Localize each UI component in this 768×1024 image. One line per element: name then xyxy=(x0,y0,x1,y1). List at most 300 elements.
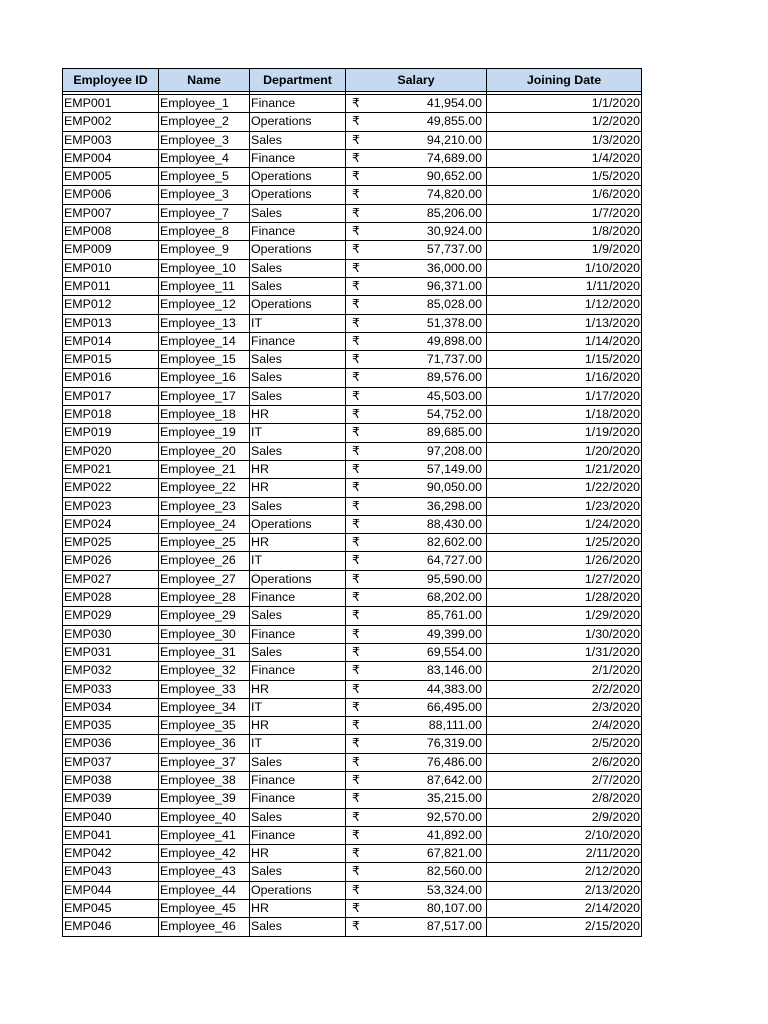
cell-salary[interactable] xyxy=(346,881,487,899)
cell-employee-id[interactable]: EMP025 xyxy=(63,534,159,552)
table-row xyxy=(63,259,642,277)
table-row xyxy=(63,589,642,607)
cell-employee-id[interactable]: EMP002 xyxy=(63,113,159,131)
currency-symbol: ₹ xyxy=(352,352,360,367)
cell-employee-id[interactable]: EMP027 xyxy=(63,570,159,588)
cell-salary[interactable] xyxy=(346,808,487,826)
cell-joining-date[interactable]: 2/9/2020 xyxy=(487,808,642,826)
currency-symbol: ₹ xyxy=(352,407,360,422)
cell-department[interactable]: Operations xyxy=(250,241,346,259)
cell-salary[interactable] xyxy=(346,204,487,222)
cell-employee-id[interactable]: EMP040 xyxy=(63,808,159,826)
cell-department[interactable]: Operations xyxy=(250,881,346,899)
cell-department[interactable]: Sales xyxy=(250,918,346,936)
cell-department[interactable]: Sales xyxy=(250,259,346,277)
cell-employee-id[interactable]: EMP007 xyxy=(63,204,159,222)
cell-department[interactable]: Sales xyxy=(250,204,346,222)
cell-department[interactable]: Operations xyxy=(250,186,346,204)
salary-amount: 83,146.00 xyxy=(426,663,482,678)
cell-joining-date[interactable]: 1/11/2020 xyxy=(487,277,642,295)
cell-department[interactable]: Operations xyxy=(250,515,346,533)
cell-joining-date[interactable]: 2/7/2020 xyxy=(487,771,642,789)
currency-symbol: ₹ xyxy=(352,827,360,842)
cell-joining-date[interactable]: 2/8/2020 xyxy=(487,790,642,808)
cell-name[interactable]: Employee_22 xyxy=(159,479,250,497)
cell-employee-id[interactable]: EMP006 xyxy=(63,186,159,204)
cell-salary[interactable] xyxy=(346,168,487,186)
currency-symbol: ₹ xyxy=(352,809,360,824)
header-joining-date[interactable]: Joining Date xyxy=(487,69,642,92)
cell-salary[interactable] xyxy=(346,698,487,716)
table-row xyxy=(63,296,642,314)
currency-symbol: ₹ xyxy=(352,901,360,916)
cell-name[interactable]: Employee_3 xyxy=(159,186,250,204)
currency-symbol: ₹ xyxy=(352,919,360,934)
cell-name[interactable]: Employee_43 xyxy=(159,863,250,881)
cell-employee-id[interactable]: EMP033 xyxy=(63,680,159,698)
cell-joining-date[interactable]: 1/15/2020 xyxy=(487,351,642,369)
cell-department[interactable]: Operations xyxy=(250,296,346,314)
cell-department[interactable]: Sales xyxy=(250,808,346,826)
cell-salary[interactable] xyxy=(346,753,487,771)
cell-joining-date[interactable]: 2/6/2020 xyxy=(487,753,642,771)
cell-employee-id[interactable]: EMP045 xyxy=(63,900,159,918)
cell-salary[interactable] xyxy=(346,790,487,808)
cell-salary[interactable] xyxy=(346,332,487,350)
cell-salary[interactable] xyxy=(346,149,487,167)
cell-employee-id[interactable]: EMP019 xyxy=(63,424,159,442)
table-row xyxy=(63,900,642,918)
currency-symbol: ₹ xyxy=(352,260,360,275)
cell-employee-id[interactable]: EMP018 xyxy=(63,406,159,424)
cell-salary[interactable] xyxy=(346,735,487,753)
cell-salary[interactable] xyxy=(346,442,487,460)
cell-employee-id[interactable]: EMP003 xyxy=(63,131,159,149)
cell-employee-id[interactable]: EMP009 xyxy=(63,241,159,259)
table-row xyxy=(63,881,642,899)
cell-joining-date[interactable]: 2/12/2020 xyxy=(487,863,642,881)
cell-employee-id[interactable]: EMP046 xyxy=(63,918,159,936)
cell-employee-id[interactable]: EMP030 xyxy=(63,625,159,643)
cell-employee-id[interactable]: EMP029 xyxy=(63,607,159,625)
currency-symbol: ₹ xyxy=(352,754,360,769)
cell-salary[interactable] xyxy=(346,845,487,863)
table-row xyxy=(63,771,642,789)
cell-department[interactable]: Sales xyxy=(250,863,346,881)
salary-amount: 71,737.00 xyxy=(426,352,482,367)
table-row xyxy=(63,369,642,387)
cell-joining-date[interactable]: 1/23/2020 xyxy=(487,497,642,515)
cell-employee-id[interactable]: EMP012 xyxy=(63,296,159,314)
cell-department[interactable]: HR xyxy=(250,900,346,918)
cell-salary[interactable] xyxy=(346,863,487,881)
header-salary[interactable]: Salary xyxy=(346,69,487,92)
salary-amount: 57,737.00 xyxy=(426,242,482,257)
cell-salary[interactable] xyxy=(346,643,487,661)
cell-salary[interactable] xyxy=(346,570,487,588)
salary-amount: 88,111.00 xyxy=(428,718,482,733)
cell-department[interactable]: HR xyxy=(250,680,346,698)
cell-joining-date[interactable]: 2/4/2020 xyxy=(487,717,642,735)
table-row xyxy=(63,223,642,241)
cell-employee-id[interactable]: EMP014 xyxy=(63,332,159,350)
currency-symbol: ₹ xyxy=(352,242,360,257)
cell-name[interactable]: Employee_13 xyxy=(159,314,250,332)
cell-employee-id[interactable]: EMP017 xyxy=(63,387,159,405)
cell-salary[interactable] xyxy=(346,113,487,131)
cell-joining-date[interactable]: 1/27/2020 xyxy=(487,570,642,588)
salary-amount: 87,642.00 xyxy=(426,772,482,787)
cell-joining-date[interactable]: 1/10/2020 xyxy=(487,259,642,277)
cell-employee-id[interactable]: EMP026 xyxy=(63,552,159,570)
cell-name[interactable]: Employee_31 xyxy=(159,643,250,661)
cell-name[interactable]: Employee_33 xyxy=(159,680,250,698)
cell-joining-date[interactable]: 1/12/2020 xyxy=(487,296,642,314)
cell-name[interactable]: Employee_36 xyxy=(159,735,250,753)
cell-salary[interactable] xyxy=(346,900,487,918)
cell-joining-date[interactable]: 1/8/2020 xyxy=(487,223,642,241)
cell-name[interactable]: Employee_40 xyxy=(159,808,250,826)
table-row xyxy=(63,698,642,716)
salary-amount: 69,554.00 xyxy=(426,644,482,659)
cell-name[interactable]: Employee_25 xyxy=(159,534,250,552)
cell-salary[interactable] xyxy=(346,314,487,332)
cell-joining-date[interactable]: 2/13/2020 xyxy=(487,881,642,899)
cell-name[interactable]: Employee_4 xyxy=(159,149,250,167)
cell-salary[interactable] xyxy=(346,534,487,552)
cell-employee-id[interactable]: EMP005 xyxy=(63,168,159,186)
cell-salary[interactable] xyxy=(346,497,487,515)
cell-joining-date[interactable]: 1/9/2020 xyxy=(487,241,642,259)
cell-salary[interactable] xyxy=(346,406,487,424)
table-row xyxy=(63,131,642,149)
table-row xyxy=(63,717,642,735)
cell-name[interactable]: Employee_28 xyxy=(159,589,250,607)
table-row xyxy=(63,424,642,442)
cell-name[interactable]: Employee_15 xyxy=(159,351,250,369)
cell-department[interactable]: Sales xyxy=(250,351,346,369)
table-body xyxy=(63,95,642,937)
cell-salary[interactable] xyxy=(346,277,487,295)
cell-department[interactable]: IT xyxy=(250,314,346,332)
cell-name[interactable]: Employee_9 xyxy=(159,241,250,259)
cell-name[interactable]: Employee_39 xyxy=(159,790,250,808)
cell-joining-date[interactable]: 1/7/2020 xyxy=(487,204,642,222)
cell-name[interactable]: Employee_1 xyxy=(159,95,250,113)
cell-salary[interactable] xyxy=(346,515,487,533)
table-row xyxy=(63,826,642,844)
cell-department[interactable]: Finance xyxy=(250,95,346,113)
cell-department[interactable]: Operations xyxy=(250,570,346,588)
cell-joining-date[interactable]: 1/29/2020 xyxy=(487,607,642,625)
cell-department[interactable]: IT xyxy=(250,735,346,753)
table-row xyxy=(63,113,642,131)
salary-amount: 82,560.00 xyxy=(426,864,482,879)
cell-name[interactable]: Employee_30 xyxy=(159,625,250,643)
cell-employee-id[interactable]: EMP041 xyxy=(63,826,159,844)
cell-joining-date[interactable]: 1/2/2020 xyxy=(487,113,642,131)
cell-employee-id[interactable]: EMP013 xyxy=(63,314,159,332)
salary-amount: 45,503.00 xyxy=(426,388,482,403)
cell-joining-date[interactable]: 1/31/2020 xyxy=(487,643,642,661)
salary-amount: 41,892.00 xyxy=(426,827,482,842)
salary-amount: 94,210.00 xyxy=(426,132,482,147)
cell-joining-date[interactable]: 1/24/2020 xyxy=(487,515,642,533)
cell-salary[interactable] xyxy=(346,552,487,570)
cell-joining-date[interactable]: 2/14/2020 xyxy=(487,900,642,918)
cell-department[interactable]: Finance xyxy=(250,332,346,350)
cell-name[interactable]: Employee_27 xyxy=(159,570,250,588)
cell-salary[interactable] xyxy=(346,387,487,405)
cell-employee-id[interactable]: EMP028 xyxy=(63,589,159,607)
cell-department[interactable]: HR xyxy=(250,717,346,735)
cell-employee-id[interactable]: EMP021 xyxy=(63,460,159,478)
cell-department[interactable]: HR xyxy=(250,845,346,863)
cell-employee-id[interactable]: EMP015 xyxy=(63,351,159,369)
currency-symbol: ₹ xyxy=(352,370,360,385)
cell-joining-date[interactable]: 1/14/2020 xyxy=(487,332,642,350)
cell-joining-date[interactable]: 1/21/2020 xyxy=(487,460,642,478)
cell-salary[interactable] xyxy=(346,625,487,643)
currency-symbol: ₹ xyxy=(352,169,360,184)
cell-department[interactable]: Sales xyxy=(250,131,346,149)
cell-department[interactable]: Sales xyxy=(250,387,346,405)
cell-joining-date[interactable]: 1/20/2020 xyxy=(487,442,642,460)
salary-amount: 30,924.00 xyxy=(426,224,482,239)
table-row xyxy=(63,406,642,424)
table-row xyxy=(63,845,642,863)
cell-department[interactable]: Finance xyxy=(250,589,346,607)
salary-amount: 90,050.00 xyxy=(426,480,482,495)
cell-name[interactable]: Employee_3 xyxy=(159,131,250,149)
cell-salary[interactable] xyxy=(346,131,487,149)
cell-department[interactable]: Finance xyxy=(250,625,346,643)
cell-employee-id[interactable]: EMP039 xyxy=(63,790,159,808)
table-row xyxy=(63,625,642,643)
cell-employee-id[interactable]: EMP001 xyxy=(63,95,159,113)
cell-department[interactable]: HR xyxy=(250,460,346,478)
cell-employee-id[interactable]: EMP043 xyxy=(63,863,159,881)
cell-employee-id[interactable]: EMP016 xyxy=(63,369,159,387)
table-row xyxy=(63,442,642,460)
currency-symbol: ₹ xyxy=(352,882,360,897)
cell-salary[interactable] xyxy=(346,918,487,936)
salary-amount: 67,821.00 xyxy=(426,846,482,861)
cell-name[interactable]: Employee_37 xyxy=(159,753,250,771)
cell-name[interactable]: Employee_44 xyxy=(159,881,250,899)
cell-name[interactable]: Employee_24 xyxy=(159,515,250,533)
table-row xyxy=(63,204,642,222)
cell-department[interactable]: Sales xyxy=(250,753,346,771)
cell-employee-id[interactable]: EMP042 xyxy=(63,845,159,863)
cell-salary[interactable] xyxy=(346,424,487,442)
cell-name[interactable]: Employee_18 xyxy=(159,406,250,424)
cell-department[interactable]: Sales xyxy=(250,442,346,460)
cell-joining-date[interactable]: 1/6/2020 xyxy=(487,186,642,204)
table-row xyxy=(63,497,642,515)
cell-name[interactable]: Employee_23 xyxy=(159,497,250,515)
cell-name[interactable]: Employee_42 xyxy=(159,845,250,863)
cell-employee-id[interactable]: EMP036 xyxy=(63,735,159,753)
cell-salary[interactable] xyxy=(346,351,487,369)
cell-name[interactable]: Employee_17 xyxy=(159,387,250,405)
table-row xyxy=(63,168,642,186)
cell-joining-date[interactable]: 1/18/2020 xyxy=(487,406,642,424)
cell-employee-id[interactable]: EMP035 xyxy=(63,717,159,735)
salary-amount: 85,761.00 xyxy=(426,608,482,623)
cell-name[interactable]: Employee_20 xyxy=(159,442,250,460)
cell-name[interactable]: Employee_16 xyxy=(159,369,250,387)
currency-symbol: ₹ xyxy=(352,791,360,806)
cell-salary[interactable] xyxy=(346,680,487,698)
cell-salary[interactable] xyxy=(346,662,487,680)
cell-department[interactable]: Operations xyxy=(250,113,346,131)
cell-name[interactable]: Employee_26 xyxy=(159,552,250,570)
cell-salary[interactable] xyxy=(346,460,487,478)
cell-department[interactable]: Finance xyxy=(250,223,346,241)
cell-employee-id[interactable]: EMP034 xyxy=(63,698,159,716)
cell-name[interactable]: Employee_38 xyxy=(159,771,250,789)
currency-symbol: ₹ xyxy=(352,663,360,678)
cell-name[interactable]: Employee_29 xyxy=(159,607,250,625)
cell-joining-date[interactable]: 1/19/2020 xyxy=(487,424,642,442)
cell-joining-date[interactable]: 1/22/2020 xyxy=(487,479,642,497)
cell-employee-id[interactable]: EMP011 xyxy=(63,277,159,295)
cell-department[interactable]: Operations xyxy=(250,168,346,186)
cell-employee-id[interactable]: EMP010 xyxy=(63,259,159,277)
currency-symbol: ₹ xyxy=(352,443,360,458)
header-name[interactable]: Name xyxy=(159,69,250,92)
currency-symbol: ₹ xyxy=(352,205,360,220)
salary-amount: 95,590.00 xyxy=(426,571,482,586)
cell-joining-date[interactable]: 2/3/2020 xyxy=(487,698,642,716)
cell-name[interactable]: Employee_21 xyxy=(159,460,250,478)
cell-department[interactable]: IT xyxy=(250,552,346,570)
cell-employee-id[interactable]: EMP008 xyxy=(63,223,159,241)
cell-name[interactable]: Employee_8 xyxy=(159,223,250,241)
cell-name[interactable]: Employee_12 xyxy=(159,296,250,314)
cell-name[interactable]: Employee_5 xyxy=(159,168,250,186)
cell-employee-id[interactable]: EMP004 xyxy=(63,149,159,167)
cell-employee-id[interactable]: EMP023 xyxy=(63,497,159,515)
table-row xyxy=(63,552,642,570)
cell-department[interactable]: IT xyxy=(250,424,346,442)
cell-name[interactable]: Employee_19 xyxy=(159,424,250,442)
cell-department[interactable]: HR xyxy=(250,534,346,552)
cell-joining-date[interactable]: 1/3/2020 xyxy=(487,131,642,149)
cell-department[interactable]: Sales xyxy=(250,497,346,515)
table-row xyxy=(63,643,642,661)
cell-department[interactable]: IT xyxy=(250,698,346,716)
cell-salary[interactable] xyxy=(346,589,487,607)
table-row xyxy=(63,186,642,204)
cell-joining-date[interactable]: 1/13/2020 xyxy=(487,314,642,332)
cell-joining-date[interactable]: 2/2/2020 xyxy=(487,680,642,698)
cell-joining-date[interactable]: 1/4/2020 xyxy=(487,149,642,167)
cell-name[interactable]: Employee_32 xyxy=(159,662,250,680)
header-employee-id[interactable]: Employee ID xyxy=(63,69,159,92)
cell-name[interactable]: Employee_35 xyxy=(159,717,250,735)
cell-salary[interactable] xyxy=(346,369,487,387)
currency-symbol: ₹ xyxy=(352,297,360,312)
cell-employee-id[interactable]: EMP032 xyxy=(63,662,159,680)
cell-department[interactable]: Finance xyxy=(250,790,346,808)
cell-employee-id[interactable]: EMP024 xyxy=(63,515,159,533)
cell-employee-id[interactable]: EMP022 xyxy=(63,479,159,497)
cell-joining-date[interactable]: 2/10/2020 xyxy=(487,826,642,844)
cell-joining-date[interactable]: 1/16/2020 xyxy=(487,369,642,387)
cell-salary[interactable] xyxy=(346,771,487,789)
cell-name[interactable]: Employee_46 xyxy=(159,918,250,936)
cell-joining-date[interactable]: 2/5/2020 xyxy=(487,735,642,753)
currency-symbol: ₹ xyxy=(352,498,360,513)
table-row xyxy=(63,753,642,771)
cell-department[interactable]: HR xyxy=(250,479,346,497)
cell-salary[interactable] xyxy=(346,186,487,204)
cell-employee-id[interactable]: EMP031 xyxy=(63,643,159,661)
cell-department[interactable]: HR xyxy=(250,406,346,424)
cell-department[interactable]: Sales xyxy=(250,277,346,295)
cell-department[interactable]: Sales xyxy=(250,369,346,387)
currency-symbol: ₹ xyxy=(352,461,360,476)
cell-name[interactable]: Employee_7 xyxy=(159,204,250,222)
salary-amount: 49,399.00 xyxy=(426,626,482,641)
salary-amount: 80,107.00 xyxy=(426,901,482,916)
cell-joining-date[interactable]: 1/17/2020 xyxy=(487,387,642,405)
cell-salary[interactable] xyxy=(346,223,487,241)
cell-department[interactable]: Finance xyxy=(250,662,346,680)
cell-joining-date[interactable]: 2/1/2020 xyxy=(487,662,642,680)
cell-salary[interactable] xyxy=(346,479,487,497)
cell-name[interactable]: Employee_2 xyxy=(159,113,250,131)
cell-salary[interactable] xyxy=(346,296,487,314)
cell-salary[interactable] xyxy=(346,95,487,113)
cell-department[interactable]: Sales xyxy=(250,643,346,661)
cell-joining-date[interactable]: 1/26/2020 xyxy=(487,552,642,570)
cell-joining-date[interactable]: 1/28/2020 xyxy=(487,589,642,607)
cell-name[interactable]: Employee_45 xyxy=(159,900,250,918)
cell-salary[interactable] xyxy=(346,241,487,259)
cell-employee-id[interactable]: EMP020 xyxy=(63,442,159,460)
cell-name[interactable]: Employee_11 xyxy=(159,277,250,295)
cell-employee-id[interactable]: EMP044 xyxy=(63,881,159,899)
cell-department[interactable]: Sales xyxy=(250,607,346,625)
cell-department[interactable]: Finance xyxy=(250,826,346,844)
salary-amount: 88,430.00 xyxy=(426,516,482,531)
employee-table xyxy=(62,68,642,937)
cell-salary[interactable] xyxy=(346,259,487,277)
cell-joining-date[interactable]: 1/1/2020 xyxy=(487,95,642,113)
cell-name[interactable]: Employee_10 xyxy=(159,259,250,277)
cell-name[interactable]: Employee_41 xyxy=(159,826,250,844)
cell-joining-date[interactable]: 1/5/2020 xyxy=(487,168,642,186)
cell-joining-date[interactable]: 1/30/2020 xyxy=(487,625,642,643)
cell-name[interactable]: Employee_14 xyxy=(159,332,250,350)
cell-joining-date[interactable]: 2/15/2020 xyxy=(487,918,642,936)
cell-name[interactable]: Employee_34 xyxy=(159,698,250,716)
header-department[interactable]: Department xyxy=(250,69,346,92)
cell-joining-date[interactable]: 1/25/2020 xyxy=(487,534,642,552)
cell-salary[interactable] xyxy=(346,717,487,735)
cell-salary[interactable] xyxy=(346,607,487,625)
cell-department[interactable]: Finance xyxy=(250,771,346,789)
cell-employee-id[interactable]: EMP037 xyxy=(63,753,159,771)
cell-joining-date[interactable]: 2/11/2020 xyxy=(487,845,642,863)
cell-department[interactable]: Finance xyxy=(250,149,346,167)
cell-salary[interactable] xyxy=(346,826,487,844)
table-row xyxy=(63,95,642,113)
cell-employee-id[interactable]: EMP038 xyxy=(63,771,159,789)
